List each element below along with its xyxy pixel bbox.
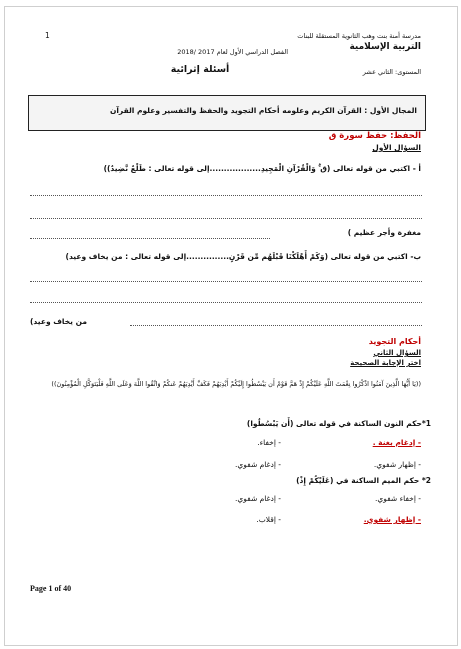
- level-label: المستوى: الثاني عشر: [362, 68, 421, 76]
- option[interactable]: - إخفاء شفوي.: [374, 494, 421, 503]
- option[interactable]: - إظهار شفوي.: [373, 460, 421, 469]
- answer-line[interactable]: [30, 281, 422, 282]
- semester-label: الفصل الدراسي الأول لعام 2017 /2018: [177, 48, 288, 56]
- section1-heading: الحفظ: حفظ سورة ق: [328, 131, 421, 141]
- section2-heading: أحكام التجويد: [368, 337, 421, 346]
- page-footer: Page 1 of 40: [30, 584, 72, 593]
- option-correct[interactable]: - إدغام بغنة .: [372, 438, 421, 447]
- option[interactable]: - إدغام شفوي.: [235, 494, 281, 503]
- answer-line[interactable]: [30, 218, 422, 219]
- doc-title: أسئلة إثرائية: [170, 64, 230, 75]
- answer-line[interactable]: [30, 195, 422, 196]
- option[interactable]: - إقلاب.: [256, 515, 281, 524]
- question1-part-a: أ - اكتبي من قوله تعالى (ق ۚ وَالْقُرْآنِ الْمَجِيدِ..................إلى قوله تعالى : طَلْعٌ نَّضِيدٌ)): [103, 164, 421, 173]
- option[interactable]: - إخفاء.: [257, 438, 281, 447]
- part-a-ending: مغفرة وأجر عظيم ): [347, 228, 421, 237]
- subject-title: التربية الإسلامية: [349, 42, 421, 52]
- page-number: 1: [45, 31, 50, 40]
- question2-item2: 2* حكم الميم الساكنة في (عَلَيْكُمْ إِذْ): [296, 476, 431, 485]
- question1-label: السؤال الأول: [372, 143, 421, 152]
- question2-label: السؤال الثاني: [373, 349, 421, 357]
- answer-line[interactable]: [30, 302, 422, 303]
- option-correct[interactable]: - إظهار شفوي.: [363, 515, 421, 524]
- field-title: المجال الأول : القرآن الكريم وعلومه أحكام التجويد والحفظ والتفسير وعلوم القرآن: [109, 106, 417, 115]
- verse-text: ((يَا أَيُّهَا الَّذِينَ آمَنُوا اذْكُرُوا نِعْمَتَ اللَّهِ عَلَيْكُمْ إِذْ هَمَّ قَوْمٌ أَن يَبْسُطُوا إِلَيْكُمْ أَيْدِيَهُمْ فَكَفَّ أَيْدِيَهُمْ عَنكُمْ وَاتَّقُوا اللَّهَ وَعَلَى اللَّهِ فَلْيَتَوَكَّلِ الْمُؤْمِنُونَ)): [51, 380, 421, 388]
- part-b-ending: من يخاف وعيد): [30, 317, 87, 326]
- question1-part-b: ب- اكتبي من قوله تعالى (وَكَمْ أَهْلَكْنَا قَبْلَهُم مِّن قَرْنٍ...............إلى قوله تعالى : من يخاف وعيد): [65, 252, 421, 261]
- answer-line[interactable]: [130, 325, 422, 326]
- instruction: اختر الإجابة الصحيحة: [350, 359, 421, 367]
- answer-line[interactable]: [30, 238, 270, 239]
- question2-item1: 1*حكم النون الساكنة في قوله تعالى (أَن يَبْسُطُوا): [246, 419, 431, 428]
- option[interactable]: - إدغام شفوي.: [235, 460, 281, 469]
- field-box: [28, 95, 426, 131]
- school-name: مدرسة أمنة بنت وهب الثانوية المستقلة للبنات: [297, 32, 421, 40]
